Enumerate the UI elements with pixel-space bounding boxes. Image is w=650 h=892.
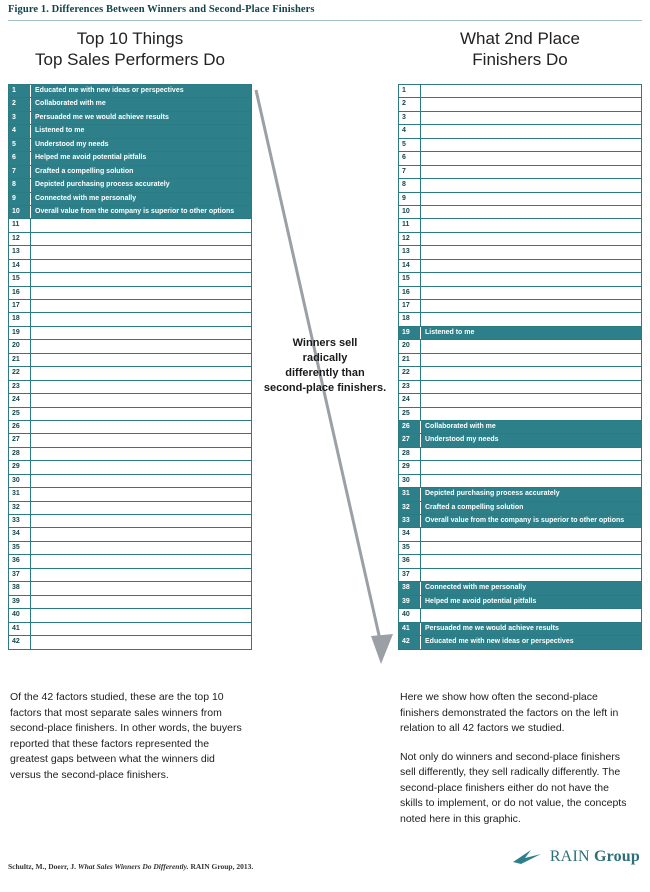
row-label xyxy=(421,569,641,581)
table-row xyxy=(9,179,251,192)
row-label: Persuaded me we would achieve results xyxy=(35,113,169,121)
row-label xyxy=(421,139,641,151)
row-rank: 12 xyxy=(9,233,31,245)
right-body-text xyxy=(400,690,632,840)
table-row xyxy=(399,327,641,340)
row-label xyxy=(421,313,641,325)
row-rank: 33 xyxy=(399,515,421,527)
table-row xyxy=(9,206,251,219)
table-row xyxy=(9,461,251,474)
row-label: Crafted a compelling solution xyxy=(425,503,524,511)
row-label: Collaborated with me xyxy=(425,422,496,430)
row-label xyxy=(31,219,251,231)
row-rank: 13 xyxy=(9,246,31,258)
table-row xyxy=(9,569,251,582)
row-label: Crafted a compelling solution xyxy=(35,167,134,175)
table-row xyxy=(9,421,251,434)
table-row xyxy=(399,381,641,394)
row-rank: 37 xyxy=(399,569,421,581)
row-rank: 39 xyxy=(399,596,421,608)
row-rank: 17 xyxy=(9,300,31,312)
row-rank: 8 xyxy=(9,179,31,191)
row-rank: 27 xyxy=(9,434,31,446)
row-rank: 40 xyxy=(399,609,421,621)
row-rank: 9 xyxy=(9,193,31,205)
table-row xyxy=(9,623,251,636)
row-label xyxy=(421,461,641,473)
left-body-text xyxy=(10,690,242,796)
table-row xyxy=(399,139,641,152)
row-label xyxy=(31,475,251,487)
row-label xyxy=(31,367,251,379)
table-row xyxy=(9,193,251,206)
row-label xyxy=(421,233,641,245)
row-rank: 29 xyxy=(399,461,421,473)
table-row xyxy=(9,542,251,555)
row-rank: 42 xyxy=(9,636,31,649)
row-label: Understood my needs xyxy=(425,436,499,444)
row-rank: 14 xyxy=(399,260,421,272)
row-rank: 38 xyxy=(399,582,421,594)
row-label xyxy=(31,340,251,352)
row-label xyxy=(31,421,251,433)
table-row xyxy=(9,475,251,488)
row-label xyxy=(421,152,641,164)
table-row xyxy=(399,636,641,649)
row-rank: 38 xyxy=(9,582,31,594)
row-label xyxy=(421,354,641,366)
table-row xyxy=(399,354,641,367)
table-row xyxy=(9,98,251,111)
right-column-heading xyxy=(398,28,642,70)
source-title: What Sales Winners Do Differently. xyxy=(77,862,189,871)
row-rank: 3 xyxy=(399,112,421,124)
row-label: Overall value from the company is superior to other options xyxy=(35,207,235,215)
table-row xyxy=(9,233,251,246)
table-row xyxy=(399,85,641,98)
row-label xyxy=(31,434,251,446)
table-row xyxy=(399,313,641,326)
row-rank: 15 xyxy=(9,273,31,285)
row-label xyxy=(31,354,251,366)
row-rank: 8 xyxy=(399,179,421,191)
table-row xyxy=(9,152,251,165)
row-label: Depicted purchasing process accurately xyxy=(35,181,170,189)
table-row xyxy=(9,112,251,125)
row-rank: 34 xyxy=(399,528,421,540)
row-label xyxy=(31,408,251,420)
source-publisher: RAIN Group, 2013. xyxy=(188,862,254,871)
row-rank: 5 xyxy=(399,139,421,151)
row-label xyxy=(421,246,641,258)
table-row xyxy=(9,596,251,609)
table-row xyxy=(399,287,641,300)
table-row xyxy=(399,434,641,447)
row-label xyxy=(31,461,251,473)
row-rank: 36 xyxy=(399,555,421,567)
table-row xyxy=(9,448,251,461)
row-rank: 16 xyxy=(399,287,421,299)
figure-title: Figure 1. Differences Between Winners and Second-Place Finishers xyxy=(8,4,315,15)
table-row xyxy=(399,273,641,286)
row-rank: 31 xyxy=(399,488,421,500)
row-label xyxy=(31,448,251,460)
row-rank: 11 xyxy=(9,219,31,231)
row-rank: 22 xyxy=(399,367,421,379)
logo-word-rain: RAIN xyxy=(549,848,590,865)
row-label xyxy=(31,515,251,527)
row-label xyxy=(421,219,641,231)
table-row xyxy=(9,528,251,541)
row-rank: 31 xyxy=(9,488,31,500)
table-row xyxy=(399,623,641,636)
table-row xyxy=(399,260,641,273)
row-rank: 10 xyxy=(399,206,421,218)
row-label xyxy=(421,98,641,110)
table-row xyxy=(9,636,251,649)
table-row xyxy=(399,421,641,434)
table-row xyxy=(399,475,641,488)
table-row xyxy=(9,582,251,595)
row-label xyxy=(421,408,641,420)
row-rank: 40 xyxy=(9,609,31,621)
row-rank: 20 xyxy=(399,340,421,352)
row-label xyxy=(421,273,641,285)
table-row xyxy=(9,166,251,179)
row-label xyxy=(421,340,641,352)
rain-logo-mark-icon xyxy=(511,848,545,866)
row-label xyxy=(421,367,641,379)
left-column-heading-line1: Top 10 Things xyxy=(76,29,184,48)
row-rank: 19 xyxy=(9,327,31,339)
table-row xyxy=(9,555,251,568)
row-rank: 9 xyxy=(399,193,421,205)
source-citation xyxy=(8,862,253,871)
row-rank: 30 xyxy=(399,475,421,487)
left-column-heading xyxy=(8,28,252,70)
table-row xyxy=(399,569,641,582)
table-row xyxy=(399,542,641,555)
table-row xyxy=(399,125,641,138)
row-label xyxy=(421,85,641,97)
row-rank: 23 xyxy=(9,381,31,393)
callout-line-4: second-place finishers. xyxy=(263,382,387,394)
table-row xyxy=(399,206,641,219)
table-row xyxy=(9,408,251,421)
source-authors: Schultz, M., Doerr, J. xyxy=(8,862,78,871)
right-paragraph-2: Not only do winners and second-place finishers sell differently, they sell radically differently. The second-place finishers either do not have the skills to implement, or do not value, the concepts noted here in this graphic. xyxy=(400,750,627,825)
row-label xyxy=(421,112,641,124)
table-row xyxy=(399,152,641,165)
row-rank: 32 xyxy=(9,502,31,514)
row-rank: 39 xyxy=(9,596,31,608)
row-rank: 7 xyxy=(399,166,421,178)
right-column-heading-line1: What 2nd Place xyxy=(459,29,580,48)
table-row xyxy=(399,233,641,246)
row-rank: 36 xyxy=(9,555,31,567)
row-rank: 6 xyxy=(399,152,421,164)
row-label: Persuaded me we would achieve results xyxy=(425,624,559,632)
row-rank: 20 xyxy=(9,340,31,352)
row-label xyxy=(31,542,251,554)
row-label: Educated me with new ideas or perspectives xyxy=(425,637,574,645)
row-rank: 28 xyxy=(9,448,31,460)
row-label xyxy=(421,555,641,567)
table-row xyxy=(9,609,251,622)
row-rank: 35 xyxy=(9,542,31,554)
row-label xyxy=(421,475,641,487)
row-label: Helped me avoid potential pitfalls xyxy=(425,597,537,605)
table-row xyxy=(399,246,641,259)
row-label xyxy=(421,206,641,218)
table-row xyxy=(9,313,251,326)
row-label xyxy=(31,623,251,635)
row-rank: 12 xyxy=(399,233,421,245)
row-rank: 21 xyxy=(399,354,421,366)
right-paragraph-1: Here we show how often the second-place finishers demonstrated the factors on the left in relation to all 42 factors we studied. xyxy=(400,691,619,734)
row-label xyxy=(31,313,251,325)
table-row xyxy=(399,488,641,501)
row-rank: 23 xyxy=(399,381,421,393)
row-label: Listened to me xyxy=(425,328,475,336)
row-rank: 11 xyxy=(399,219,421,231)
row-label xyxy=(421,381,641,393)
row-label xyxy=(31,555,251,567)
row-label xyxy=(31,569,251,581)
row-rank: 21 xyxy=(9,354,31,366)
row-rank: 35 xyxy=(399,542,421,554)
row-rank: 4 xyxy=(9,125,31,137)
row-rank: 4 xyxy=(399,125,421,137)
row-rank: 1 xyxy=(399,85,421,97)
table-row xyxy=(399,408,641,421)
row-rank: 24 xyxy=(399,394,421,406)
row-rank: 22 xyxy=(9,367,31,379)
left-paragraph-1: Of the 42 factors studied, these are the top 10 factors that most separate sales winners from second-place finishers. In other words, the buyers reported that these factors represented the greatest gaps between what the winners did versus the second-place finishers. xyxy=(10,691,242,781)
table-row xyxy=(9,219,251,232)
row-label: Overall value from the company is superior to other options xyxy=(425,517,625,524)
row-label xyxy=(31,596,251,608)
table-row xyxy=(399,596,641,609)
table-row xyxy=(9,394,251,407)
table-row xyxy=(399,461,641,474)
row-rank: 10 xyxy=(9,206,31,218)
row-label xyxy=(31,582,251,594)
table-row xyxy=(9,139,251,152)
row-label: Educated me with new ideas or perspectives xyxy=(35,87,184,94)
row-rank: 7 xyxy=(9,166,31,178)
row-label: Depicted purchasing process accurately xyxy=(425,490,560,498)
table-row xyxy=(399,112,641,125)
row-rank: 18 xyxy=(399,313,421,325)
table-row xyxy=(399,300,641,313)
table-row xyxy=(9,85,251,98)
row-label xyxy=(421,260,641,272)
table-row xyxy=(399,528,641,541)
rain-group-logo xyxy=(511,848,640,866)
table-row xyxy=(9,260,251,273)
table-row xyxy=(399,367,641,380)
table-row xyxy=(9,367,251,380)
row-rank: 24 xyxy=(9,394,31,406)
row-rank: 15 xyxy=(399,273,421,285)
row-rank: 26 xyxy=(399,421,421,433)
row-label xyxy=(31,287,251,299)
row-label: Helped me avoid potential pitfalls xyxy=(35,154,147,162)
table-row xyxy=(9,488,251,501)
table-row xyxy=(9,434,251,447)
table-row xyxy=(399,219,641,232)
row-label xyxy=(421,528,641,540)
table-row xyxy=(399,179,641,192)
row-label xyxy=(31,394,251,406)
table-row xyxy=(9,300,251,313)
table-row xyxy=(399,394,641,407)
row-rank: 25 xyxy=(399,408,421,420)
row-label xyxy=(31,528,251,540)
left-column-heading-line2: Top Sales Performers Do xyxy=(35,50,225,69)
table-row xyxy=(399,193,641,206)
row-label xyxy=(421,300,641,312)
row-rank: 29 xyxy=(9,461,31,473)
row-label xyxy=(421,448,641,460)
table-row xyxy=(399,166,641,179)
row-label xyxy=(31,246,251,258)
row-rank: 1 xyxy=(9,85,31,97)
table-row xyxy=(399,448,641,461)
table-row xyxy=(399,98,641,111)
table-row xyxy=(9,273,251,286)
row-rank: 27 xyxy=(399,434,421,446)
callout-line-2: radically xyxy=(302,352,348,364)
rain-group-logo-text xyxy=(550,848,640,866)
row-label xyxy=(31,502,251,514)
row-rank: 26 xyxy=(9,421,31,433)
callout-line-3: differently than xyxy=(285,367,365,379)
row-rank: 6 xyxy=(9,152,31,164)
row-label: Connected with me personally xyxy=(425,584,527,592)
row-rank: 41 xyxy=(399,623,421,635)
row-rank: 33 xyxy=(9,515,31,527)
row-rank: 14 xyxy=(9,260,31,272)
row-label xyxy=(31,609,251,621)
table-row xyxy=(9,340,251,353)
row-rank: 19 xyxy=(399,327,421,339)
row-rank: 37 xyxy=(9,569,31,581)
row-rank: 25 xyxy=(9,408,31,420)
row-label xyxy=(31,260,251,272)
second-place-factor-list xyxy=(398,84,642,650)
row-rank: 2 xyxy=(9,98,31,110)
row-label: Collaborated with me xyxy=(35,100,106,108)
row-rank: 17 xyxy=(399,300,421,312)
row-rank: 34 xyxy=(9,528,31,540)
table-row xyxy=(399,582,641,595)
table-row xyxy=(9,125,251,138)
row-label xyxy=(421,179,641,191)
row-label xyxy=(421,287,641,299)
row-label xyxy=(421,166,641,178)
row-rank: 16 xyxy=(9,287,31,299)
table-row xyxy=(399,515,641,528)
row-label xyxy=(421,542,641,554)
right-column-heading-line2: Finishers Do xyxy=(472,50,568,69)
row-label xyxy=(31,273,251,285)
row-label xyxy=(421,394,641,406)
row-label: Understood my needs xyxy=(35,140,109,148)
callout-text xyxy=(258,336,392,396)
table-row xyxy=(399,502,641,515)
table-row xyxy=(399,609,641,622)
row-label xyxy=(31,488,251,500)
row-rank: 28 xyxy=(399,448,421,460)
row-label xyxy=(31,381,251,393)
table-row xyxy=(9,502,251,515)
table-row xyxy=(9,381,251,394)
row-rank: 41 xyxy=(9,623,31,635)
row-rank: 30 xyxy=(9,475,31,487)
row-label xyxy=(31,233,251,245)
row-rank: 32 xyxy=(399,502,421,514)
row-rank: 5 xyxy=(9,139,31,151)
table-row xyxy=(9,515,251,528)
winners-factor-list xyxy=(8,84,252,650)
table-row xyxy=(9,354,251,367)
table-row xyxy=(399,340,641,353)
table-row xyxy=(9,327,251,340)
row-label: Connected with me personally xyxy=(35,194,137,202)
row-label xyxy=(421,193,641,205)
row-label xyxy=(31,300,251,312)
row-rank: 42 xyxy=(399,636,421,649)
table-row xyxy=(9,246,251,259)
row-label xyxy=(421,125,641,137)
row-label xyxy=(31,636,251,649)
callout-line-1: Winners sell xyxy=(292,337,358,349)
row-label xyxy=(31,327,251,339)
table-row xyxy=(9,287,251,300)
row-rank: 13 xyxy=(399,246,421,258)
row-label: Listened to me xyxy=(35,127,85,135)
logo-word-group: Group xyxy=(593,848,640,865)
title-divider xyxy=(8,20,642,21)
row-rank: 3 xyxy=(9,112,31,124)
row-rank: 18 xyxy=(9,313,31,325)
row-rank: 2 xyxy=(399,98,421,110)
table-row xyxy=(399,555,641,568)
row-label xyxy=(421,609,641,621)
